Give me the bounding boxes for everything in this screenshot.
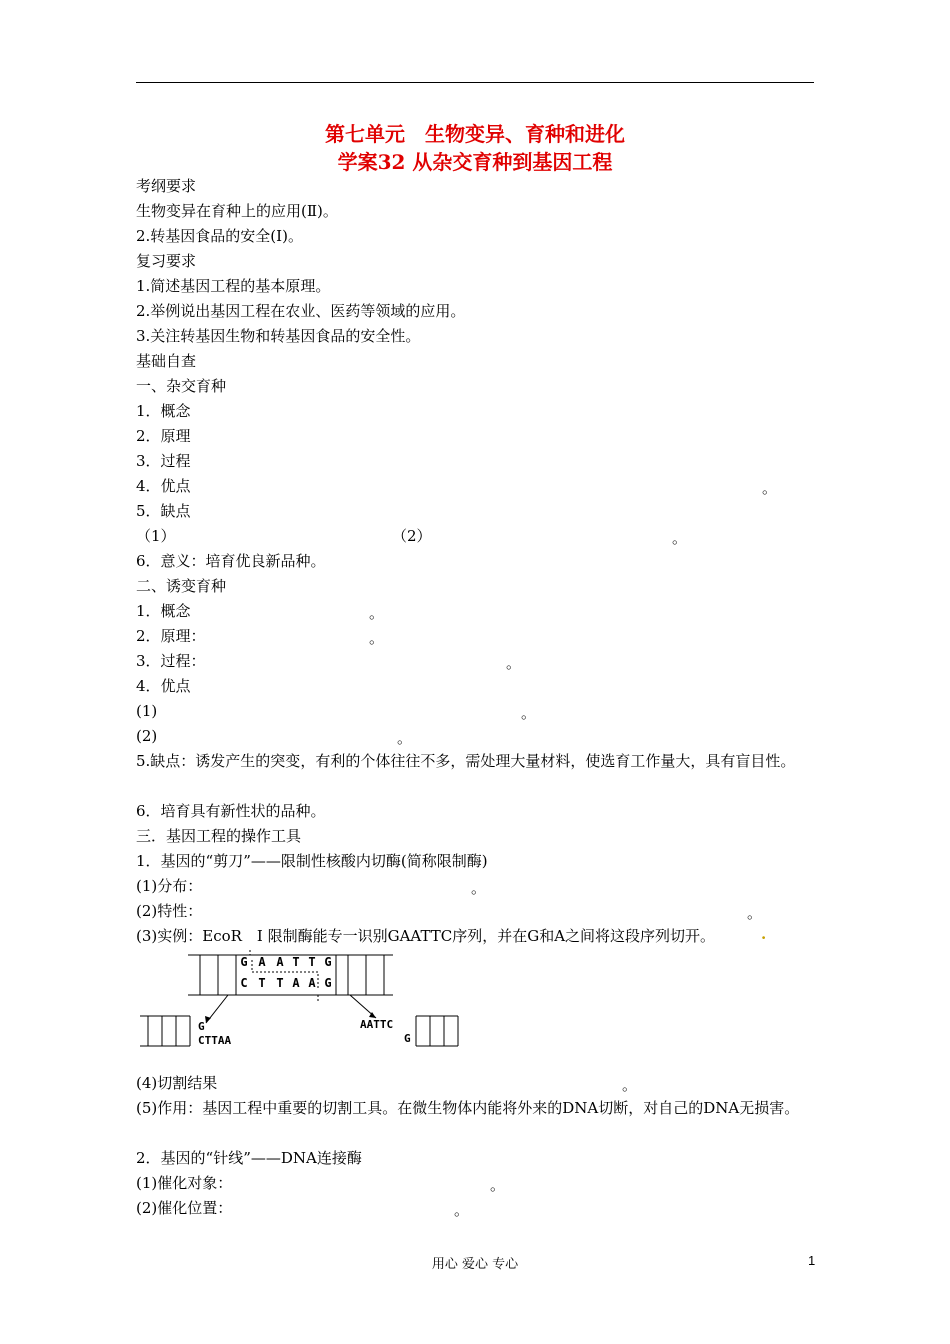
mutation-concept: 1．概念 — [136, 602, 191, 620]
top-base: T — [308, 955, 316, 969]
mutation-defect: 5.缺点：诱发产生的突变，有利的个体往往不多，需处理大量材料，使选育工作量大，具有盲目性。 — [136, 752, 796, 770]
period-mark: 。 — [672, 529, 688, 547]
hybrid-significance: 6．意义：培育优良新品种。 — [136, 552, 326, 570]
right-fragment-top: AATTC — [360, 1018, 394, 1031]
tool-scissors-heading: 1．基因的“剪刀”——限制性核酸内切酶(简称限制酶) — [136, 852, 488, 870]
cut-result: (4)切割结果 — [136, 1074, 218, 1092]
period-mark: 。 — [747, 904, 763, 922]
period-mark: 。 — [521, 704, 537, 722]
hybrid-process: 3．过程 — [136, 452, 191, 470]
hybrid-defect-1: （1） — [136, 527, 176, 545]
top-base: G — [240, 955, 248, 969]
lesson-title: 学案32 从杂交育种到基因工程 — [337, 150, 613, 174]
heading-syllabus: 考纲要求 — [136, 177, 197, 195]
bottom-base: T — [276, 976, 284, 990]
hybrid-defect: 5．缺点 — [136, 502, 191, 520]
header-rule — [136, 82, 814, 83]
period-mark: 。 — [454, 1201, 470, 1219]
scissors-distribution: (1)分布： — [136, 877, 203, 895]
bottom-base: G — [324, 976, 332, 990]
scissors-example: (3)实例：EcoR Ⅰ 限制酶能专一识别GAATTC序列，并在G和A之间将这段序列切开。 — [136, 927, 716, 945]
mutation-advantage-2: (2) — [136, 727, 158, 745]
right-fragment-bottom: G — [404, 1032, 411, 1045]
mutation-principle: 2．原理： — [136, 627, 206, 645]
ecori-cut-diagram — [138, 950, 462, 1050]
period-mark: 。 — [369, 629, 385, 647]
hybrid-principle: 2．原理 — [136, 427, 191, 445]
review-item-1: 1.简述基因工程的基本原理。 — [136, 277, 331, 295]
section-genetic-engineering-tools: 三．基因工程的操作工具 — [136, 827, 302, 845]
period-mark: 。 — [762, 479, 778, 497]
left-fragment-top: G — [198, 1020, 205, 1033]
section-hybrid-breeding: 一、杂交育种 — [136, 377, 227, 395]
bottom-base: A — [292, 976, 300, 990]
bottom-base: A — [308, 976, 316, 990]
period-mark: 。 — [471, 879, 487, 897]
syllabus-item-2: 2.转基因食品的安全(Ⅰ)。 — [136, 227, 303, 245]
heading-review: 复习要求 — [136, 252, 197, 270]
bottom-base: C — [240, 976, 248, 990]
period-mark: 。 — [622, 1076, 638, 1094]
unit-title: 第七单元 生物变异、育种和进化 — [325, 122, 625, 146]
bottom-base: T — [258, 976, 266, 990]
heading-self-check: 基础自查 — [136, 352, 197, 370]
top-base: G — [324, 955, 332, 969]
section-mutation-breeding: 二、诱变育种 — [136, 577, 227, 595]
scissors-property: (2)特性： — [136, 902, 203, 920]
top-base: A — [258, 955, 266, 969]
period-mark: 。 — [506, 654, 522, 672]
hybrid-defect-2: （2） — [392, 527, 432, 545]
tool-needle-heading: 2．基因的“针线”——DNA连接酶 — [136, 1149, 362, 1167]
mutation-advantage-1: (1) — [136, 702, 158, 720]
left-fragment-bottom: CTTAA — [198, 1034, 232, 1047]
review-item-2: 2.举例说出基因工程在农业、医药等领域的应用。 — [136, 302, 466, 320]
top-base: T — [292, 955, 300, 969]
period-mark: 。 — [369, 604, 385, 622]
top-base: A — [276, 955, 284, 969]
scissors-function: (5)作用：基因工程中重要的切割工具。在微生物体内能将外来的DNA切断，对自己的DNA无损害。 — [136, 1099, 800, 1117]
page-number: 1 — [808, 1253, 816, 1268]
highlight-dot: . — [761, 925, 767, 943]
ligase-target: (1)催化对象： — [136, 1174, 233, 1192]
hybrid-concept: 1．概念 — [136, 402, 191, 420]
hybrid-advantage: 4．优点 — [136, 477, 191, 495]
syllabus-item-1: 生物变异在育种上的应用(Ⅱ)。 — [136, 202, 338, 220]
mutation-process: 3．过程： — [136, 652, 206, 670]
mutation-advantage: 4．优点 — [136, 677, 191, 695]
page-footer: 用心 爱心 专心 — [431, 1257, 519, 1272]
mutation-significance: 6．培育具有新性状的品种。 — [136, 802, 326, 820]
period-mark: 。 — [490, 1176, 506, 1194]
period-mark: 。 — [397, 729, 413, 747]
review-item-3: 3.关注转基因生物和转基因食品的安全性。 — [136, 327, 421, 345]
ligase-position: (2)催化位置： — [136, 1199, 233, 1217]
